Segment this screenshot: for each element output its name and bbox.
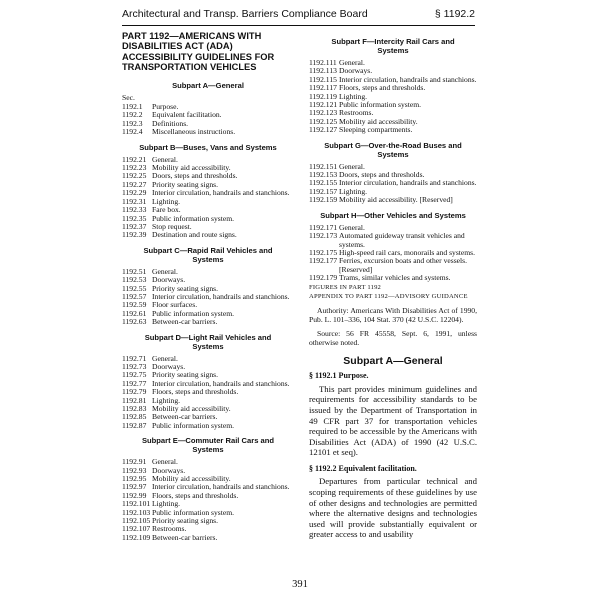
- toc-entry-title: High-speed rail cars, monorails and systems.: [339, 247, 476, 257]
- header-section: § 1192.2: [434, 8, 475, 20]
- section-1192-1-heading: § 1192.1 Purpose.: [309, 371, 369, 381]
- toc-entry: [122, 318, 294, 326]
- source-note: Source: 56 FR 45558, Sept. 6, 1991, unless otherwise noted.: [309, 329, 477, 347]
- toc-entry-title: Floors, steps and thresholds.: [339, 83, 426, 93]
- toc-entry-number: 1192.63: [122, 317, 147, 327]
- toc-entry-number: 1192.113: [309, 66, 337, 76]
- sec-label: Sec.: [122, 92, 135, 102]
- toc-entry-title: Interior circulation, handrails and stanchions.: [339, 74, 477, 84]
- toc-entry-title: Doorways.: [152, 275, 186, 285]
- page-number: 391: [292, 579, 308, 590]
- toc-entry: [122, 231, 294, 239]
- toc-entry-number: 1192.1: [122, 102, 143, 112]
- authority-note: Authority: Americans With Disabilities Act of 1990, Pub. L. 101–336, 104 Stat. 370 (42 U.S.C. 12204).: [309, 306, 477, 324]
- toc-entry-number: 1192.123: [309, 108, 338, 118]
- toc-entry-number: 1192.33: [122, 205, 147, 215]
- toc-entry-number: 1192.155: [309, 178, 338, 188]
- toc-entry: [122, 198, 294, 206]
- toc-entry-number: 1192.177: [309, 256, 338, 266]
- subpart-heading: Subpart F—Intercity Rail Cars and Systems: [331, 37, 455, 55]
- section-list: [122, 268, 294, 327]
- toc-entry-title: Doorways.: [152, 465, 186, 475]
- toc-entry: [309, 257, 477, 274]
- toc-entry-number: 1192.117: [309, 83, 337, 93]
- toc-entry-number: 1192.153: [309, 170, 338, 180]
- toc-entry-title: General.: [339, 222, 365, 232]
- toc-entry-number: 1192.57: [122, 291, 147, 301]
- subpart-heading: Subpart C—Rapid Rail Vehicles and Systems: [143, 245, 273, 264]
- figures-line: FIGURES IN PART 1192: [309, 283, 382, 291]
- toc-entry-title: Doorways.: [152, 361, 186, 371]
- toc-entry-title: Public information system.: [152, 213, 235, 223]
- subpart-heading: Subpart H—Other Vehicles and Systems: [320, 210, 466, 220]
- toc-entry: [122, 355, 294, 363]
- toc-entry-title: Mobility aid accessibility. [Reserved]: [339, 195, 453, 205]
- right-column: [309, 31, 477, 540]
- toc-entry-title: Priority seating signs.: [152, 370, 219, 380]
- toc-entry-number: 1192.4: [122, 127, 143, 137]
- toc-entry-title: Between-car barriers.: [152, 412, 218, 422]
- toc-entry-number: 1192.93: [122, 465, 147, 475]
- toc-entry-title: Public information system.: [152, 507, 235, 517]
- toc-entry-title: General.: [152, 266, 178, 276]
- toc-entry-title: Mobility aid accessibility.: [152, 474, 231, 484]
- toc-entry-title: Purpose.: [152, 102, 179, 112]
- section-list: [309, 163, 477, 205]
- toc-entry-title: Restrooms.: [339, 108, 374, 118]
- toc-entry-number: 1192.101: [122, 499, 151, 509]
- section-1192-2-body: Departures from particular technical and scoping requirements of these guidelines by use of other designs and technologies are permitted where the alternative designs and technologies used will provide substantially equivalent or greater access to and usability: [309, 476, 477, 540]
- left-column: [122, 31, 294, 542]
- toc-entry: [122, 268, 294, 276]
- toc-entry-number: 1192.23: [122, 163, 147, 173]
- toc-entry-number: 1192.59: [122, 300, 147, 310]
- appendix-line: APPENDIX TO PART 1192—ADVISORY GUIDANCE: [309, 292, 468, 300]
- subpart-a-heading: Subpart A—General: [343, 354, 443, 367]
- toc-entry-title: Restrooms.: [152, 524, 187, 534]
- toc-entry-number: 1192.31: [122, 196, 147, 206]
- toc-entry-title: Equivalent facilitation.: [152, 110, 222, 120]
- toc-entry-number: 1192.109: [122, 532, 151, 542]
- header-title: Architectural and Transp. Barriers Compliance Board: [122, 8, 368, 20]
- toc-entry: [122, 128, 294, 136]
- toc-entry-title: Trams, similar vehicles and systems.: [339, 273, 451, 283]
- toc-entry: [309, 196, 477, 204]
- section-list: [122, 355, 294, 431]
- toc-entry-title: Interior circulation, handrails and stanchions.: [339, 178, 477, 188]
- toc-entry-title: Interior circulation, handrails and stanchions.: [152, 291, 290, 301]
- toc-entry-number: 1192.107: [122, 524, 151, 534]
- subpart-heading: Subpart G—Over-the-Road Buses and Systems: [324, 140, 462, 159]
- toc-entry-title: General.: [152, 154, 178, 164]
- toc-entry-number: 1192.125: [309, 116, 338, 126]
- toc-entry-number: 1192.95: [122, 474, 147, 484]
- toc-entry-title: Public information system.: [152, 308, 235, 318]
- toc-entry: [309, 232, 477, 249]
- toc-entry-title: Interior circulation, handrails and stanchions.: [152, 188, 290, 198]
- toc-entry-title: Ferries, excursion boats and other vessels. [Reserved]: [339, 256, 468, 274]
- toc-entry-number: 1192.171: [309, 222, 338, 232]
- toc-entry-title: Automated guideway transit vehicles and systems.: [339, 231, 465, 249]
- toc-entry-number: 1192.61: [122, 308, 147, 318]
- toc-entry: [122, 534, 294, 542]
- toc-entry-number: 1192.157: [309, 186, 338, 196]
- toc-entry-number: 1192.115: [309, 74, 337, 84]
- toc-entry-title: Doorways.: [339, 66, 373, 76]
- toc-entry-title: Mobility aid accessibility.: [339, 116, 418, 126]
- toc-entry-title: Lighting.: [152, 395, 181, 405]
- toc-entry-number: 1192.21: [122, 154, 147, 164]
- toc-entry-title: Mobility aid accessibility.: [152, 404, 231, 413]
- toc-entry-number: 1192.51: [122, 266, 147, 276]
- toc-entry-title: Miscellaneous instructions.: [152, 127, 236, 137]
- toc-entry-number: 1192.97: [122, 482, 147, 492]
- section-1192-2-heading: § 1192.2 Equivalent facilitation.: [309, 463, 417, 473]
- toc-entry-number: 1192.127: [309, 125, 338, 135]
- subpart-heading: Subpart B—Buses, Vans and Systems: [139, 142, 277, 152]
- toc-entry-title: Between-car barriers.: [152, 532, 218, 542]
- toc-entry-number: 1192.119: [309, 91, 337, 101]
- toc-entry-title: Public information system.: [152, 420, 235, 430]
- toc-entry-number: 1192.175: [309, 247, 338, 257]
- toc-entry-number: 1192.37: [122, 221, 147, 231]
- toc-entry: [122, 388, 294, 396]
- toc-entry-number: 1192.159: [309, 195, 338, 205]
- toc-entry: [122, 189, 294, 197]
- toc-entry: [122, 215, 294, 223]
- toc-entry-title: Definitions.: [152, 118, 189, 128]
- toc-entry-title: Floors, steps and thresholds.: [152, 387, 239, 397]
- toc-entry-number: 1192.103: [122, 507, 151, 517]
- toc-entry-number: 1192.179: [309, 273, 338, 283]
- toc-entry-number: 1192.29: [122, 188, 147, 198]
- left-toc: [122, 81, 294, 543]
- toc-entry-number: 1192.83: [122, 404, 147, 413]
- section-list: [122, 103, 294, 137]
- section-1192-1-body: This part provides minimum guidelines and requirements for accessibility standards to be issued by the Department of Transportation in 49 CFR part 37 for transportation vehicles required to be accessible by the Americans with Disabilities Act (ADA) of 1990 (42 U.S.C. 12101 et seq).: [309, 383, 477, 458]
- toc-entry-title: Public information system.: [339, 100, 422, 110]
- toc-entry: [122, 422, 294, 430]
- toc-entry-title: Floor surfaces.: [152, 300, 198, 310]
- toc-entry-title: Lighting.: [152, 196, 181, 206]
- toc-entry-title: General.: [339, 161, 365, 171]
- toc-entry-number: 1192.71: [122, 353, 147, 363]
- toc-entry-number: 1192.73: [122, 361, 147, 371]
- toc-entry-title: Priority seating signs.: [152, 516, 219, 526]
- toc-entry-number: 1192.39: [122, 230, 147, 240]
- toc-entry-number: 1192.2: [122, 110, 143, 120]
- toc-entry-number: 1192.27: [122, 179, 147, 189]
- toc-entry-number: 1192.151: [309, 161, 338, 171]
- right-toc: [309, 37, 477, 283]
- toc-entry-number: 1192.3: [122, 118, 143, 128]
- section-list: [309, 59, 477, 135]
- section-list: [122, 458, 294, 542]
- toc-entry-title: Lighting.: [339, 186, 368, 196]
- toc-entry: [122, 458, 294, 466]
- part-title: PART 1192—AMERICANS WITH DISABILITIES ACT (ADA) ACCESSIBILITY GUIDELINES FOR TRANSPORTATION VEHICLES: [122, 31, 275, 73]
- toc-entry-number: 1192.105: [122, 516, 151, 526]
- toc-entry: [122, 293, 294, 301]
- toc-entry-title: Doors, steps and thresholds.: [152, 171, 238, 181]
- toc-entry-number: 1192.25: [122, 171, 147, 181]
- toc-entry-title: Doors, steps and thresholds.: [339, 170, 425, 180]
- toc-entry-number: 1192.87: [122, 420, 147, 430]
- subpart-heading: Subpart D—Light Rail Vehicles and Systems: [144, 332, 272, 351]
- toc-entry-number: 1192.79: [122, 387, 147, 397]
- section-list: [122, 156, 294, 240]
- toc-entry-title: Stop request.: [152, 221, 192, 231]
- toc-entry-number: 1192.91: [122, 457, 147, 467]
- toc-entry-title: Sleeping compartments.: [339, 125, 413, 135]
- toc-entry-title: Interior circulation, handrails and stanchions.: [152, 378, 290, 388]
- toc-entry-number: 1192.111: [309, 58, 337, 67]
- subpart-heading: Subpart A—General: [172, 80, 244, 90]
- toc-entry-title: Priority seating signs.: [152, 179, 219, 189]
- toc-entry-number: 1192.121: [309, 100, 338, 110]
- toc-entry-title: Priority seating signs.: [152, 283, 219, 293]
- toc-entry-number: 1192.53: [122, 275, 147, 285]
- toc-entry-number: 1192.55: [122, 283, 147, 293]
- toc-entry: [309, 274, 477, 282]
- toc-entry-title: Lighting.: [152, 499, 181, 509]
- toc-entry: [309, 126, 477, 134]
- toc-entry-title: General.: [152, 353, 178, 363]
- section-list: [309, 224, 477, 283]
- toc-entry-number: 1192.81: [122, 395, 147, 405]
- toc-entry: [122, 111, 294, 119]
- toc-entry-title: Destination and route signs.: [152, 230, 237, 240]
- toc-entry-number: 1192.173: [309, 231, 338, 241]
- toc-entry-title: Fare box.: [152, 205, 181, 215]
- toc-entry-title: Mobility aid accessibility.: [152, 163, 231, 173]
- subpart-heading: Subpart E—Commuter Rail Cars and Systems: [141, 436, 275, 455]
- running-header: [122, 7, 475, 26]
- toc-entry-number: 1192.99: [122, 490, 147, 500]
- toc-entry-title: General.: [152, 457, 178, 467]
- toc-entry-number: 1192.35: [122, 213, 147, 223]
- toc-entry-title: General.: [339, 58, 365, 67]
- toc-entry-number: 1192.75: [122, 370, 147, 380]
- toc-entry-title: Between-car barriers.: [152, 317, 218, 327]
- toc-entry-number: 1192.77: [122, 378, 147, 388]
- toc-entry-title: Floors, steps and thresholds.: [152, 490, 239, 500]
- toc-entry-title: Interior circulation, handrails and stanchions.: [152, 482, 290, 492]
- toc-entry-number: 1192.85: [122, 412, 147, 422]
- toc-entry-title: Lighting.: [339, 91, 368, 101]
